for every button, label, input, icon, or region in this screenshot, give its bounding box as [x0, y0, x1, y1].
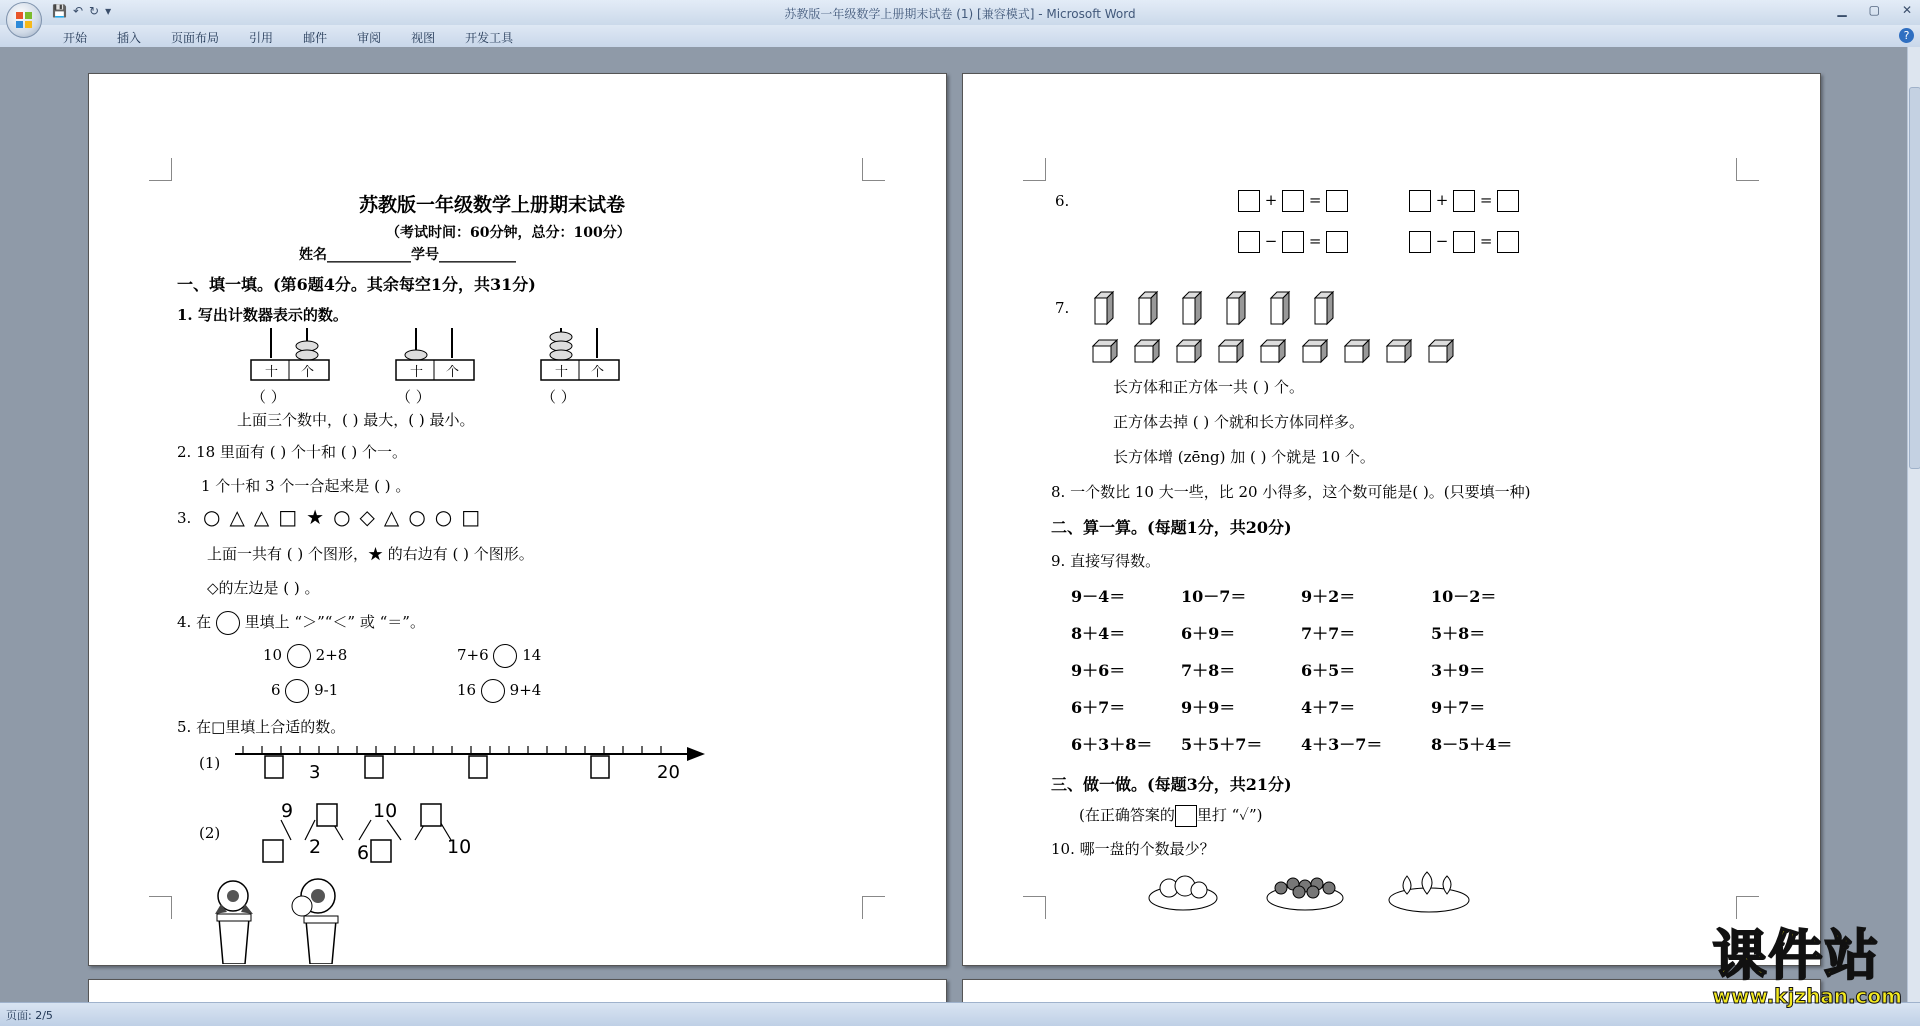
- shape-10: □: [461, 505, 490, 529]
- section-3-heading: 三、做一做。(每题3分，共21分): [1051, 775, 1292, 794]
- question-1-compare: 上面三个数中，( ) 最大，( ) 最小。: [237, 411, 475, 429]
- block: [1177, 340, 1201, 362]
- calc-item: 9＋7＝: [1431, 698, 1486, 717]
- circle-placeholder: [216, 611, 240, 635]
- calc-item: 4＋7＝: [1301, 698, 1356, 717]
- close-icon[interactable]: ✕: [1901, 3, 1912, 17]
- question-4-prefix: 4. 在: [177, 613, 212, 631]
- abacus-1: [251, 328, 329, 380]
- number-line-label-20: 20: [657, 762, 680, 783]
- calc-item: 8＋4＝: [1071, 624, 1126, 643]
- calc-item: 6＋7＝: [1071, 698, 1126, 717]
- document-page-3: [88, 979, 947, 1002]
- exam-subtitle: （考试时间：60分钟，总分：100分）: [386, 225, 631, 241]
- calc-item: 4＋3－7＝: [1301, 735, 1383, 754]
- abacus-1-one-label: 个: [301, 365, 315, 380]
- compare-answer-circle[interactable]: [493, 644, 517, 668]
- compare-answer-circle[interactable]: [285, 679, 309, 703]
- question-8: 8. 一个数比 10 大一些，比 20 小得多，这个数可能是( )。(只要填一种): [1051, 483, 1531, 501]
- block: [1135, 340, 1159, 362]
- calc-item: 7＋7＝: [1301, 624, 1356, 643]
- calc-item: 5＋8＝: [1431, 624, 1486, 643]
- equation-row-1b: + =: [1409, 190, 1519, 212]
- question-3-number: 3.: [177, 509, 192, 527]
- question-3b: ◇的左边是 ( ) 。: [207, 579, 320, 597]
- sequence-top-2: 10: [373, 800, 398, 822]
- block: [1387, 340, 1411, 362]
- calc-item: 5＋5＋7＝: [1181, 735, 1263, 754]
- ribbon-tab-4[interactable]: 邮件: [303, 31, 328, 45]
- document-page-2: [962, 73, 1821, 966]
- ribbon-tab-1[interactable]: 插入: [117, 31, 142, 45]
- watermark-name: 课件站: [1712, 924, 1881, 987]
- window-title: 苏教版一年级数学上册期末试卷 (1) [兼容模式] - Microsoft Word: [784, 7, 1136, 21]
- compare-item-4: 16 9+4: [457, 679, 541, 703]
- block: [1183, 292, 1201, 324]
- abacus-3: [541, 328, 619, 380]
- document-page-4: [962, 979, 1821, 1002]
- check-box-placeholder: [1175, 805, 1197, 827]
- compare-item-3: 6 9-1: [271, 679, 338, 703]
- ribbon-tab-0[interactable]: 开始: [63, 31, 88, 45]
- document-page-1: [88, 73, 947, 966]
- question-5: 5. 在□里填上合适的数。: [177, 718, 346, 736]
- abacus-2-ten-label: 十: [410, 365, 424, 380]
- question-7b: 正方体去掉 ( ) 个就和长方体同样多。: [1113, 413, 1365, 431]
- save-icon[interactable]: 💾: [52, 4, 67, 18]
- block: [1271, 292, 1289, 324]
- calc-item: 7＋8＝: [1181, 661, 1236, 680]
- question-2b: 1 个十和 3 个一合起来是 ( ) 。: [201, 477, 411, 495]
- compare-item-1: 10 2+8: [263, 644, 347, 668]
- calc-item: 10－7＝: [1181, 587, 1247, 606]
- calc-item: 6＋3＋8＝: [1071, 735, 1153, 754]
- question-2a: 2. 18 里面有 ( ) 个十和 ( ) 个一。: [177, 443, 407, 461]
- block: [1227, 292, 1245, 324]
- equation-row-2b: − =: [1409, 231, 1519, 253]
- block: [1345, 340, 1369, 362]
- ribbon-tab-7[interactable]: 开发工具: [465, 31, 514, 45]
- cuboids-image: [1091, 290, 1361, 326]
- question-3-shapes: [203, 505, 489, 529]
- abacus-3-answer[interactable]: （ ）: [541, 388, 576, 406]
- exam-title: 苏教版一年级数学上册期末试卷: [359, 194, 626, 216]
- help-icon[interactable]: ?: [1899, 28, 1914, 43]
- shape-4: ★: [306, 505, 334, 529]
- block: [1219, 340, 1243, 362]
- question-3a: 上面一共有 ( ) 个图形，★ 的右边有 ( ) 个图形。: [207, 545, 534, 563]
- shape-8: ○: [408, 505, 435, 529]
- question-9: 9. 直接写得数。: [1051, 552, 1161, 570]
- shape-0: ○: [203, 505, 230, 529]
- window-controls: [1837, 3, 1912, 17]
- maximize-icon[interactable]: ▢: [1868, 3, 1880, 17]
- ribbon-tab-2[interactable]: 页面布局: [171, 31, 220, 45]
- calc-item: 6＋5＝: [1301, 661, 1356, 680]
- calc-item: 9＋2＝: [1301, 587, 1356, 606]
- calc-item: 8－5＋4＝: [1431, 735, 1513, 754]
- abacus-2: [396, 328, 474, 380]
- abacus-3-ten-label: 十: [555, 365, 569, 380]
- site-watermark: [1712, 924, 1902, 1008]
- page-indicator[interactable]: 页面: 2/5: [6, 1009, 53, 1022]
- cubes-image: [1091, 336, 1471, 364]
- calc-item: 6＋9＝: [1181, 624, 1236, 643]
- calc-item: 9＋6＝: [1071, 661, 1126, 680]
- block: [1261, 340, 1285, 362]
- abacus-2-one-label: 个: [446, 365, 460, 380]
- abacus-1-ten-label: 十: [265, 365, 279, 380]
- fruit-plates-image: [1147, 858, 1497, 918]
- shape-5: ○: [333, 505, 360, 529]
- calc-item: 9＋9＝: [1181, 698, 1236, 717]
- minimize-icon[interactable]: ▁: [1837, 3, 1847, 17]
- number-line: [235, 742, 705, 782]
- question-5-part-2-label: (2): [199, 824, 221, 842]
- compare-item-2: 7+6 14: [457, 644, 541, 668]
- abacus-3-one-label: 个: [591, 365, 605, 380]
- vertical-scrollbar[interactable]: [1907, 47, 1920, 1002]
- scrollbar-thumb[interactable]: [1909, 87, 1920, 469]
- question-6: 6.: [1055, 192, 1070, 210]
- document-workspace: [0, 47, 1908, 1002]
- shape-1: △: [229, 505, 254, 529]
- office-button[interactable]: [6, 2, 42, 38]
- section-2-heading: 二、算一算。(每题1分，共20分): [1051, 518, 1292, 537]
- question-4: [177, 611, 425, 635]
- sequence-bottom-3: 10: [447, 836, 472, 858]
- ribbon-tab-6[interactable]: 视图: [411, 31, 436, 45]
- status-bar: [0, 1002, 1920, 1026]
- equation-row-1a: + =: [1238, 190, 1348, 212]
- abacus-2-answer[interactable]: （ ）: [396, 388, 431, 406]
- shape-9: ○: [434, 505, 462, 529]
- block: [1095, 292, 1113, 324]
- calc-item: 3＋9＝: [1431, 661, 1486, 680]
- sequence-bottom-2: 6: [357, 842, 370, 864]
- name-id-line: 姓名____________学号___________: [299, 247, 516, 263]
- office-logo-icon: [16, 12, 32, 28]
- question-7c: 长方体增 (zēng) 加 ( ) 个就是 10 个。: [1113, 448, 1375, 466]
- watermark-url: www.kjzhan.com: [1712, 984, 1902, 1008]
- number-sequence: [255, 802, 555, 868]
- question-10: 10. 哪一盘的个数最少？: [1051, 840, 1215, 858]
- section-3-instruction: (在正确答案的 里打 “✓”): [1079, 804, 1263, 827]
- compare-answer-circle[interactable]: [481, 679, 505, 703]
- number-line-label-3: 3: [309, 762, 321, 783]
- shape-2: △: [253, 505, 279, 529]
- ribbon-tab-3[interactable]: 引用: [249, 31, 274, 45]
- shape-3: □: [278, 505, 307, 529]
- block: [1303, 340, 1327, 362]
- customize-toolbar-icon[interactable]: ▾: [105, 4, 112, 18]
- block: [1139, 292, 1157, 324]
- block: [1429, 340, 1453, 362]
- flower-pots-image: [201, 874, 371, 964]
- sequence-bottom-1: 2: [309, 836, 322, 858]
- sequence-top-1: 9: [281, 800, 294, 822]
- redo-icon[interactable]: ↻: [89, 4, 100, 18]
- question-5-part-1-label: (1): [199, 754, 221, 772]
- ribbon-tab-5[interactable]: 审阅: [357, 31, 382, 45]
- block: [1093, 340, 1117, 362]
- calc-item: 10－2＝: [1431, 587, 1497, 606]
- calc-item: 9－4＝: [1071, 587, 1126, 606]
- shape-7: △: [383, 505, 409, 529]
- question-7: 7.: [1055, 299, 1070, 317]
- block: [1315, 292, 1333, 324]
- question-4-suffix: 里填上 “＞”“＜” 或 “＝”。: [244, 613, 425, 631]
- equation-row-2a: − =: [1238, 231, 1348, 253]
- title-bar: [0, 0, 1920, 26]
- question-1: 1. 写出计数器表示的数。: [177, 306, 348, 324]
- undo-icon[interactable]: ↶: [72, 4, 84, 18]
- compare-answer-circle[interactable]: [287, 644, 311, 668]
- section-1-heading: 一、填一填。(第6题4分。其余每空1分，共31分): [177, 275, 536, 294]
- shape-6: ◇: [359, 505, 384, 529]
- ribbon-tab-bar: [0, 25, 1920, 48]
- abacus-1-answer[interactable]: （ ）: [251, 388, 286, 406]
- question-7a: 长方体和正方体一共 ( ) 个。: [1113, 378, 1305, 396]
